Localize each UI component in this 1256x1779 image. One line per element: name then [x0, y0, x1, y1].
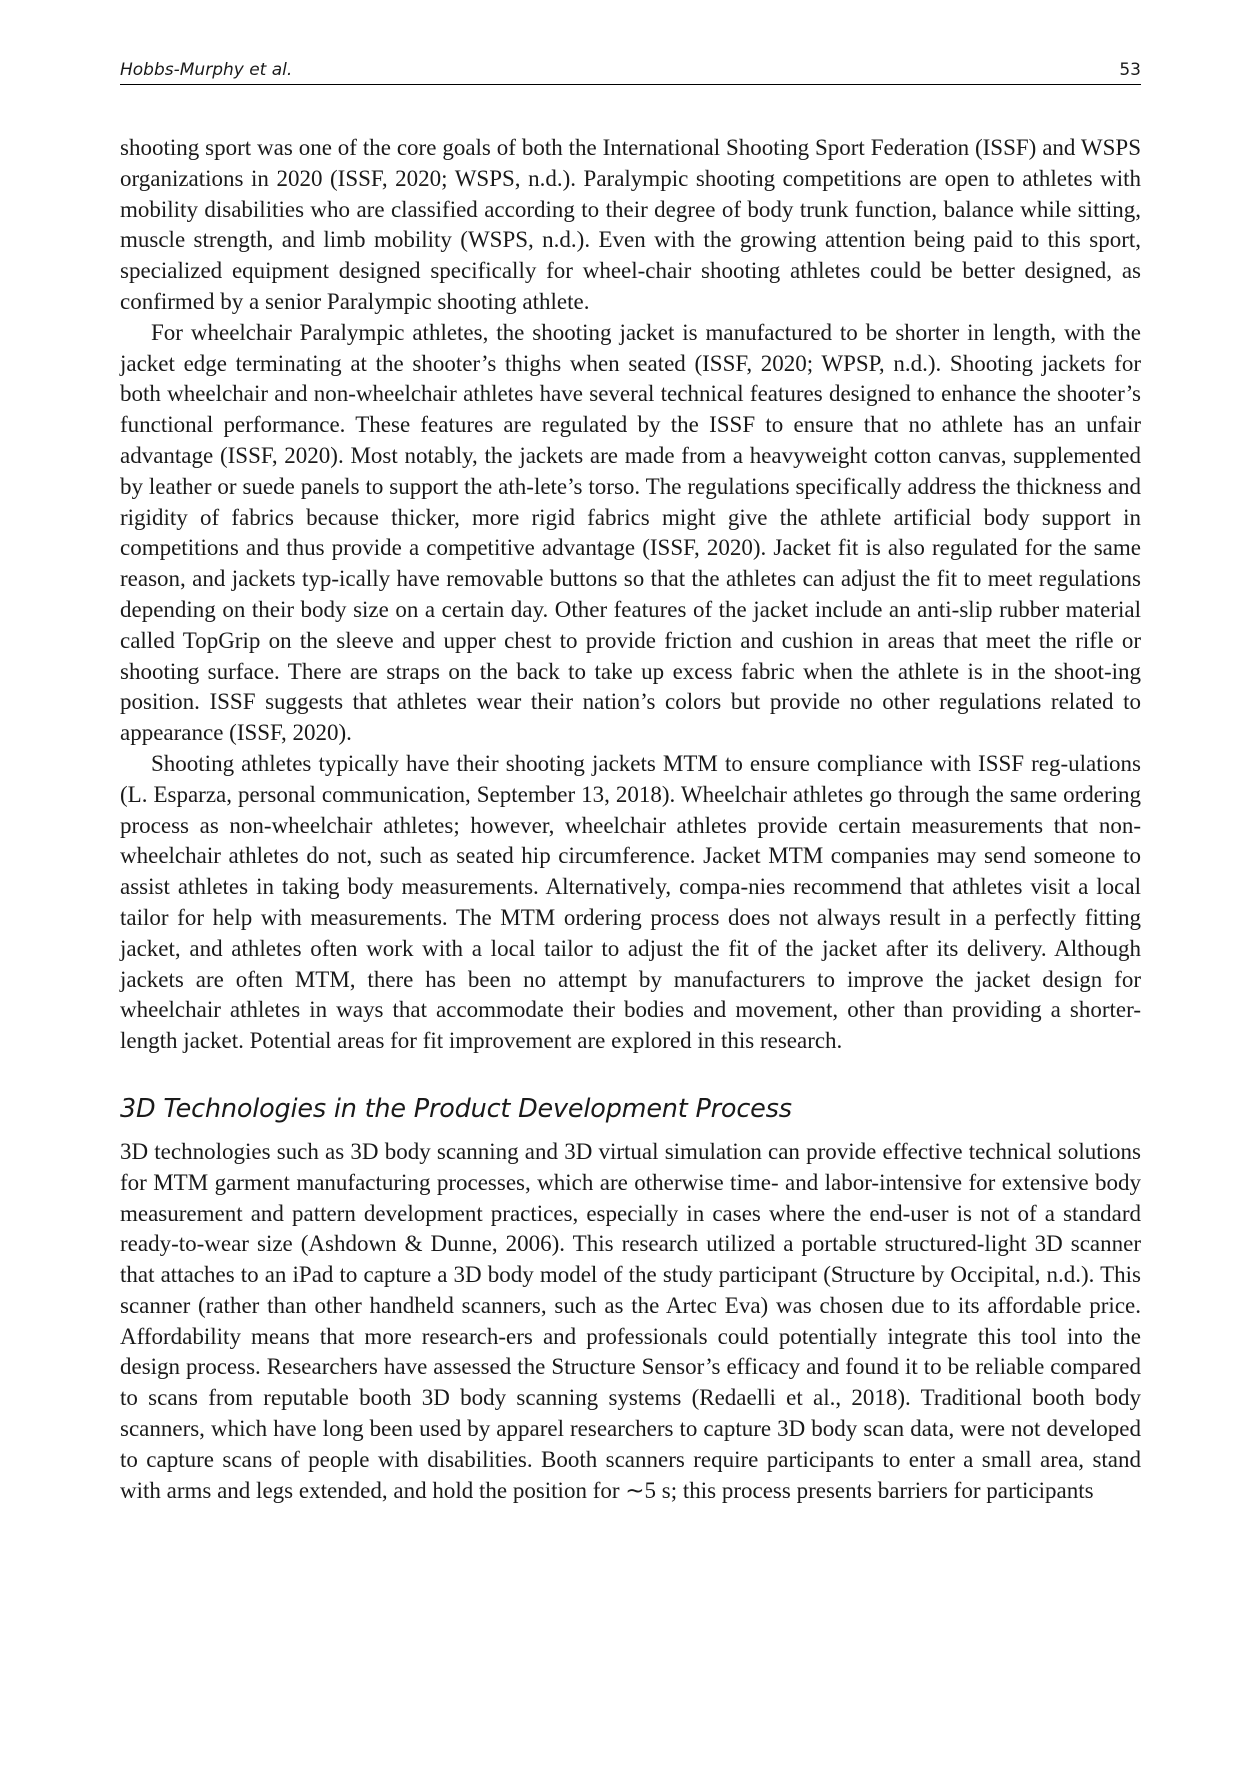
paragraph-mtm-ordering: Shooting athletes typically have their shooting jackets MTM to ensure compliance with ISSF reg-ulations (L. Esparza, personal communication, September 13, 2018). Wheelchair athletes go through the same ordering process as non-wheelchair athletes; however, wheelchair athletes provide certain measurements that non-wheelchair athletes do not, such as seated hip circumference. Jacket MTM companies may send someone to assist athletes in taking body measurements. Alternatively, compa-nies recommend that athletes visit a local tailor for help with measurements. The MTM ordering process does not always result in a perfectly fitting jacket, and athletes often work with a local tailor to adjust the fit of the jacket after its delivery. Although jackets are often MTM, there has been no attempt by manufacturers to improve the jacket design for wheelchair athletes in ways that accommodate their bodies and movement, other than providing a shorter-length jacket. Potential areas for fit improvement are explored in this research. [120, 750, 1141, 1054]
paragraph-continued: shooting sport was one of the core goals of both the International Shooting Sport Federation (ISSF) and WSPS organizations in 2020 (ISSF, 2020; WSPS, n.d.). Paralympic shooting competitions are open to athletes with mobility disabilities who are classified according to their degree of body trunk function, balance while sitting, muscle strength, and limb mobility (WSPS, n.d.). Even with the growing attention being paid to this sport, specialized equipment designed specifically for wheel-chair shooting athletes could be better designed, as confirmed by a senior Paralympic shooting athlete. [120, 135, 1141, 314]
page-number: 53 [1119, 60, 1141, 80]
running-head-authors: Hobbs-Murphy et al. [120, 60, 293, 80]
paragraph-jacket-features: For wheelchair Paralympic athletes, the shooting jacket is manufactured to be shorter in length, with the jacket edge terminating at the shooter’s thighs when seated (ISSF, 2020; WPSP, n.d.). Shooting jackets for both wheelchair and non-wheelchair athletes have several technical features designed to enhance the shooter’s functional performance. These features are regulated by the ISSF to ensure that no athlete has an unfair advantage (ISSF, 2020). Most notably, the jackets are made from a heavyweight cotton canvas, supplemented by leather or suede panels to support the ath-lete’s torso. The regulations specifically address the thickness and rigidity of fabrics because thicker, more rigid fabrics might give the athlete artificial body support in competitions and thus provide a competitive advantage (ISSF, 2020). Jacket fit is also regulated for the same reason, and jackets typ-ically have removable buttons so that the athletes can adjust the fit to meet regulations depending on their body size on a certain day. Other features of the jacket include an anti-slip rubber material called TopGrip on the sleeve and upper chest to provide friction and cushion in areas that meet the rifle or shooting surface. There are straps on the back to take up excess fabric when the athlete is in the shoot-ing position. ISSF suggests that athletes wear their nation’s colors but provide no other regulations related to appearance (ISSF, 2020). [120, 319, 1141, 746]
article-body [120, 133, 1141, 1506]
header-rule [120, 84, 1141, 85]
paragraph-3d-technologies: 3D technologies such as 3D body scanning and 3D virtual simulation can provide effective technical solutions for MTM garment manufacturing processes, which are otherwise time- and labor-intensive for extensive body measurement and pattern development practices, especially in cases where the end-user is not of a standard ready-to-wear size (Ashdown & Dunne, 2006). This research utilized a portable structured-light 3D scanner that attaches to an iPad to capture a 3D body model of the study participant (Structure by Occipital, n.d.). This scanner (rather than other handheld scanners, such as the Artec Eva) was chosen due to its affordable price. Affordability means that more research-ers and professionals could potentially integrate this tool into the design process. Researchers have assessed the Structure Sensor’s efficacy and found it to be reliable compared to scans from reputable booth 3D body scanning systems (Redaelli et al., 2018). Traditional booth body scanners, which have long been used by apparel researchers to capture 3D body scan data, were not developed to capture scans of people with disabilities. Booth scanners require participants to enter a small area, stand with arms and legs extended, and hold the position for ∼5 s; this process presents barriers for participants [120, 1138, 1141, 1503]
section-heading: 3D Technologies in the Product Development Process [120, 1093, 792, 1124]
running-head [120, 54, 1141, 80]
